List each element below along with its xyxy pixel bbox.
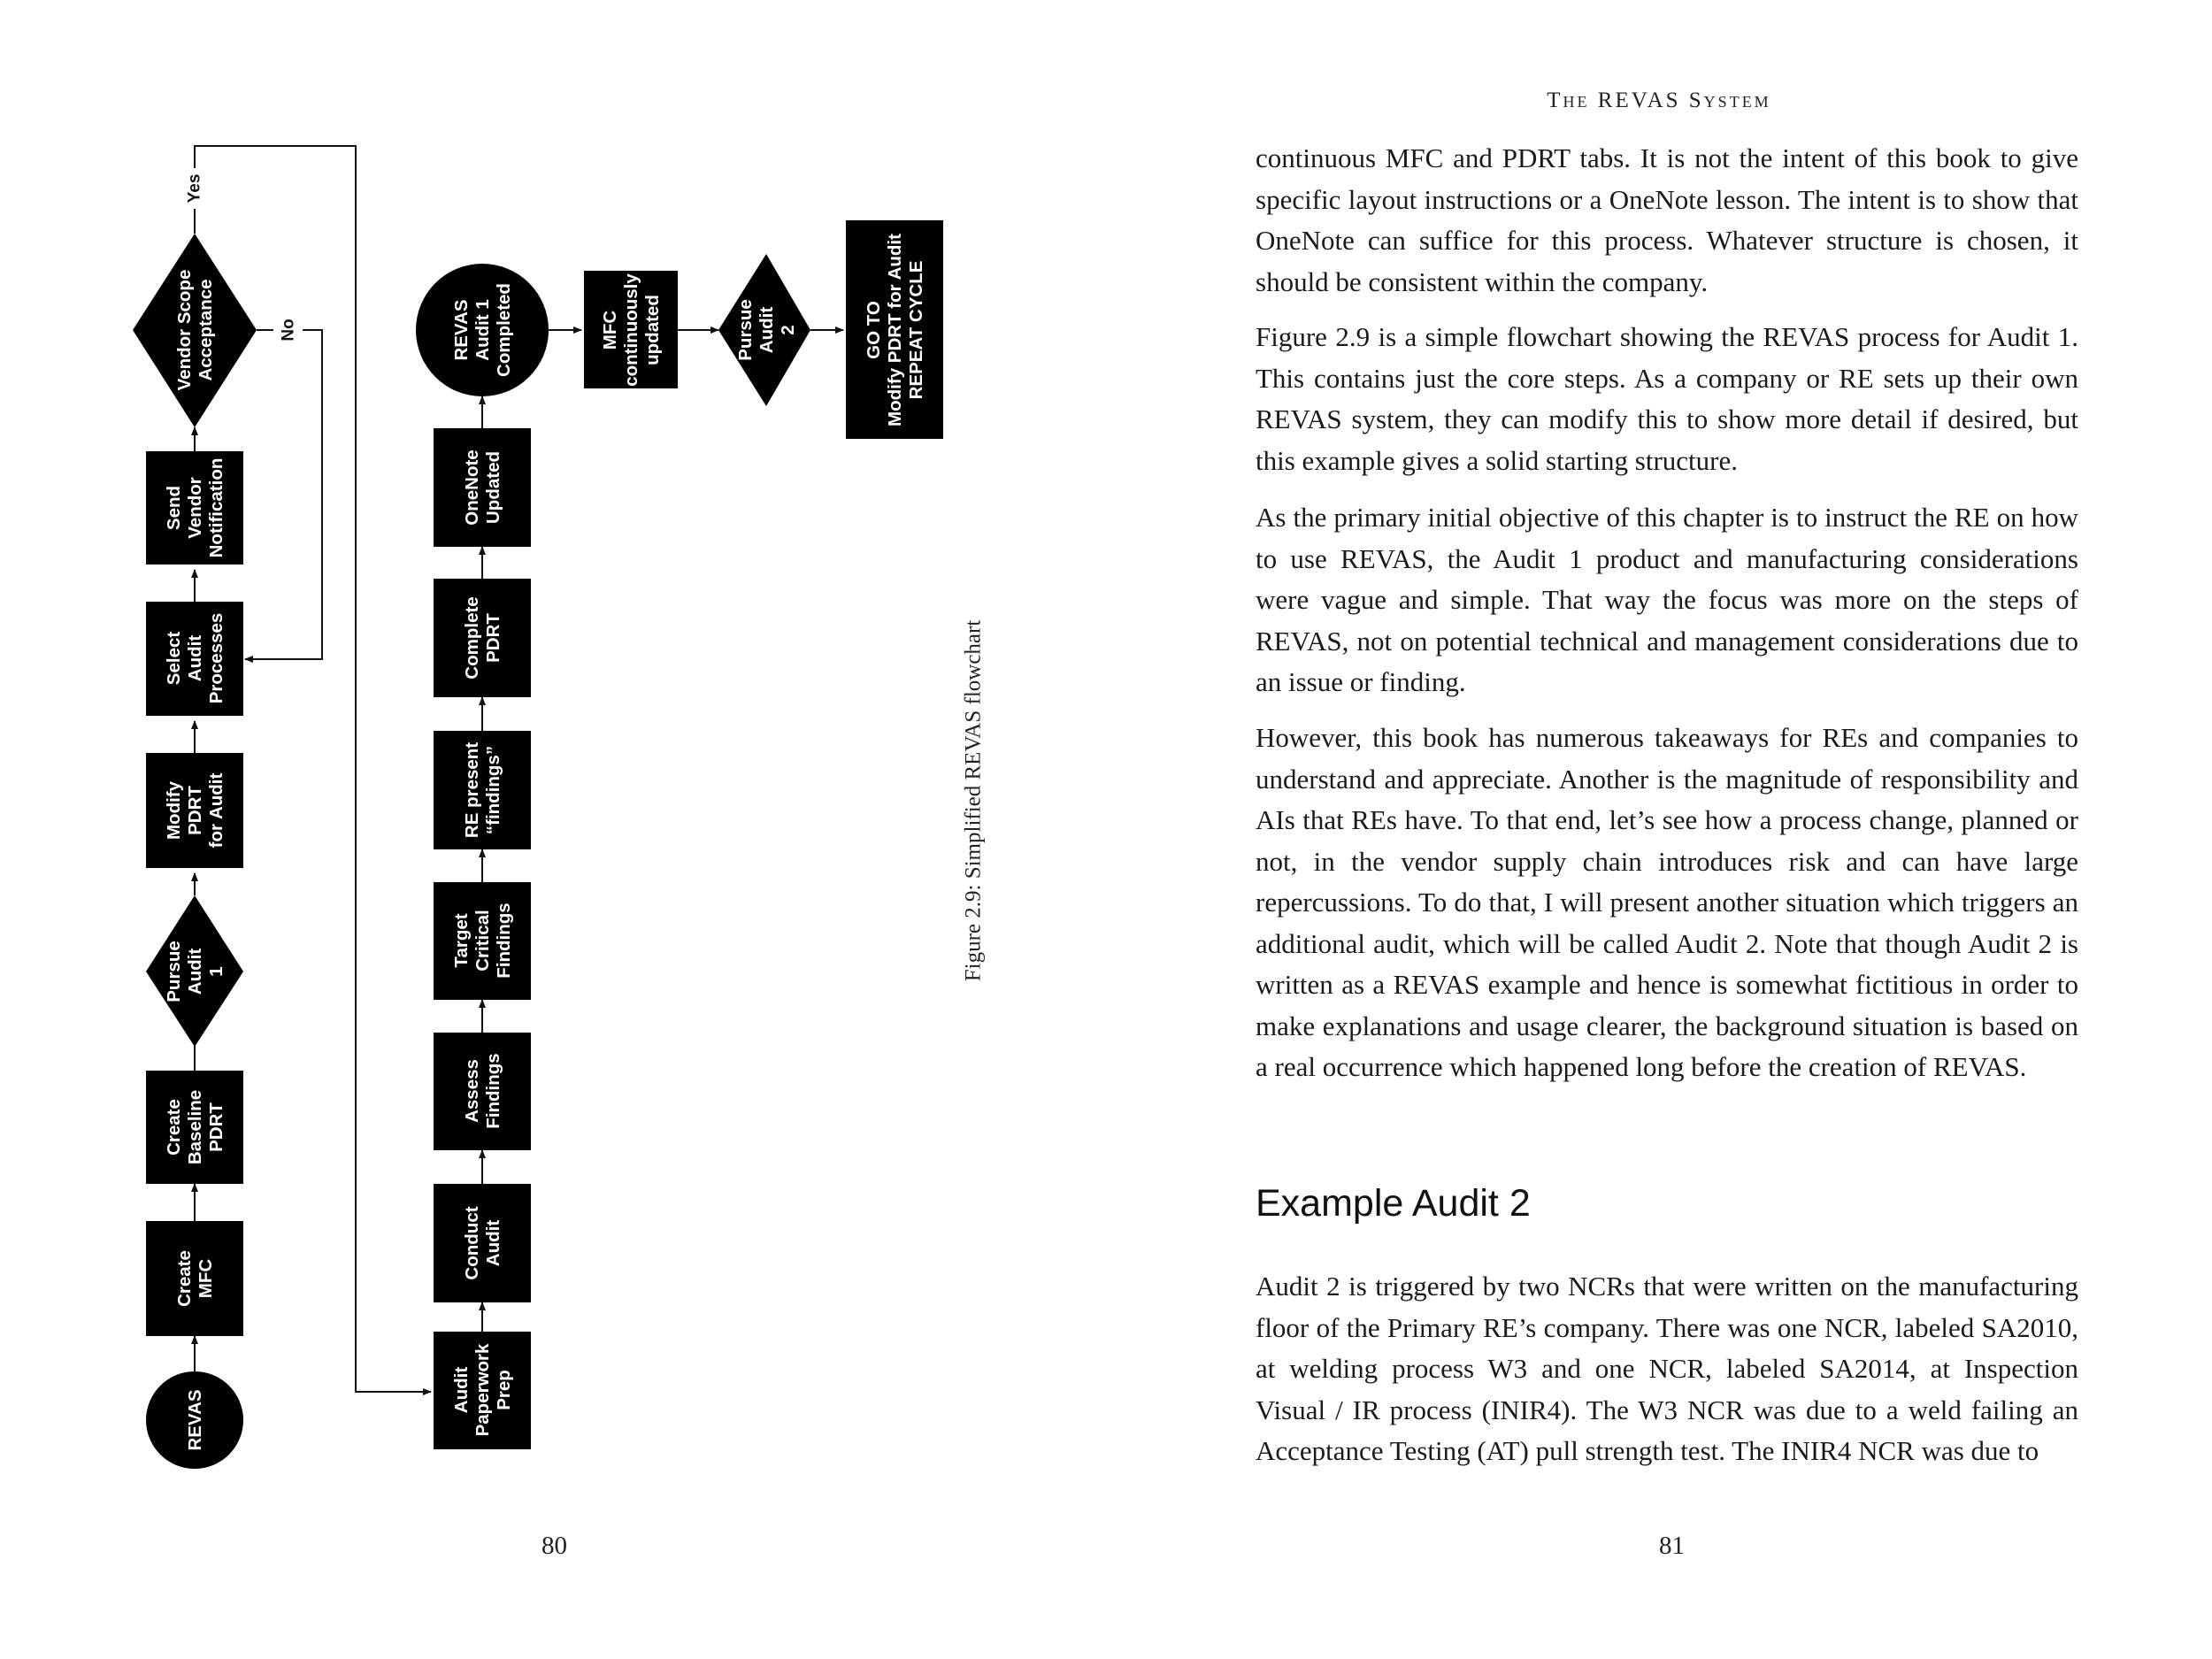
node-label-line: Audit xyxy=(483,1219,503,1267)
node-label-assess-findings xyxy=(462,1053,503,1128)
create-mfc-box xyxy=(146,1221,243,1336)
node-label-line: Create xyxy=(164,1099,184,1156)
node-label-line: Audit xyxy=(757,306,777,354)
node-label-line: Findings xyxy=(494,902,514,979)
node-label-line: GO TO xyxy=(864,301,884,359)
node-label-line: MFC xyxy=(196,1258,216,1299)
node-label-line: 1 xyxy=(206,966,227,977)
node-label-line: Audit xyxy=(185,634,205,682)
node-label-line: Select xyxy=(164,631,184,686)
body-paragraph: Audit 2 is triggered by two NCRs that were written on the manufacturing floor of the Primary RE’s company. There was one NCR, labeled SA2010, at welding process W3 and one NCR, labeled SA2014, at Inspection Visual / IR process (INIR4). The W3 NCR was due to a weld failing an Acceptance Testing (AT) pull strength test. The INIR4 NCR was due to xyxy=(1256,1271,2078,1466)
node-label-line: OneNote xyxy=(462,449,482,526)
node-label-line: updated xyxy=(642,295,663,365)
body-paragraph: Figure 2.9 is a simple flowchart showing the REVAS process for Audit 1. This contains just the core steps. As a company or RE sets up their own REVAS system, they can modify this to show more detail if desired, but this example gives a solid starting structure. xyxy=(1256,321,2078,476)
node-label-line: “findings” xyxy=(483,745,503,835)
node-label-line: Modify xyxy=(164,780,184,841)
no-label: No xyxy=(279,319,298,342)
node-label-line: Modify PDRT for Audit xyxy=(885,234,905,426)
node-label-line: Conduct xyxy=(462,1206,482,1280)
node-label-vendor-scope-acceptance xyxy=(174,270,216,391)
node-label-line: Audit 1 xyxy=(472,299,493,361)
figure-caption: Figure 2.9: Simplified REVAS flowchart xyxy=(961,619,986,982)
node-label-onenote-updated xyxy=(462,449,503,525)
node-label-line: PDRT xyxy=(185,786,205,835)
node-label-line: REVAS xyxy=(451,299,472,361)
node-label-re-present-findings xyxy=(462,742,503,838)
node-label-line: Audit xyxy=(451,1366,472,1414)
right-page xyxy=(1106,0,2212,1659)
node-label-line: Baseline xyxy=(185,1089,205,1165)
re-present-findings-box xyxy=(434,731,531,849)
node-label-line: RE present xyxy=(462,741,482,839)
page-number: 81 xyxy=(1659,1532,1685,1560)
node-label-line: MFC xyxy=(600,310,620,350)
node-label-line: Critical xyxy=(472,910,493,972)
node-label-line: Audit xyxy=(185,948,205,995)
node-label-line: Pursue xyxy=(164,941,184,1002)
node-label-line: for Audit xyxy=(206,772,227,849)
node-label-revas-start xyxy=(185,1389,205,1450)
body-paragraph: However, this book has numerous takeaways for REs and companies to understand and appreciate. Another is the magnitude of responsibility and AIs that REs have. To that end, let’s see how a process change, planned or not, in the vendor supply chain introduces risk and can have large repercussions. To do that, I will present another situation which triggers an additional audit, which will be called Audit 2. Note that though Audit 2 is written as a REVAS example and hence is somewhat fictitious in order to make explanations and usage clearer, the background situation is based on a real occurrence which happened long before the creation of REVAS. xyxy=(1256,722,2078,1082)
node-label-line: REPEAT CYCLE xyxy=(906,260,926,400)
node-label-line: Send xyxy=(164,485,184,531)
node-label-line: Complete xyxy=(462,596,482,680)
edge-no-to-select xyxy=(245,330,322,659)
body-paragraph: As the primary initial objective of this chapter is to instruct the RE on how to use REVAS, the Audit 1 product and manufacturing considerations were vague and simple. That way the focus was more on the steps of REVAS, not on potential technical and management considerations due to an issue or finding. xyxy=(1256,502,2078,697)
node-label-line: Vendor xyxy=(185,477,205,539)
node-label-line: Processes xyxy=(206,612,227,704)
node-label-line: Completed xyxy=(494,283,514,377)
node-label-target-critical-findings xyxy=(451,902,514,978)
node-label-line: Findings xyxy=(483,1053,503,1129)
node-label-line: Assess xyxy=(462,1059,482,1123)
node-label-line: 2 xyxy=(778,325,798,335)
node-label-line: REVAS xyxy=(185,1389,205,1451)
node-label-line: Notification xyxy=(206,457,227,558)
node-label-line: Vendor Scope xyxy=(174,269,195,391)
node-label-line: PDRT xyxy=(206,1102,227,1152)
node-label-line: Pursue xyxy=(735,299,756,361)
node-label-line: PDRT xyxy=(483,613,503,663)
node-label-line: Paperwork xyxy=(472,1343,493,1437)
node-label-line: Updated xyxy=(483,451,503,524)
vendor-scope-acceptance-diamond xyxy=(133,234,257,427)
complete-pdrt-box xyxy=(434,579,531,697)
section-heading: Example Audit 2 xyxy=(1256,1182,1531,1225)
yes-label: Yes xyxy=(185,173,204,204)
running-head: The REVAS System xyxy=(1547,88,1771,112)
body-paragraph: continuous MFC and PDRT tabs. It is not the intent of this book to give specific layout instructions or a OneNote lesson. The intent is to show that OneNote can suffice for this process. Whatever structure is chosen, it should be consistent within the company. xyxy=(1256,142,2078,297)
node-label-line: continuously xyxy=(621,273,641,387)
conduct-audit-box xyxy=(434,1184,531,1302)
onenote-updated-box xyxy=(434,428,531,547)
node-label-line: Create xyxy=(174,1250,195,1307)
node-label-line: Acceptance xyxy=(196,279,216,381)
node-label-line: Target xyxy=(451,913,472,968)
assess-findings-box xyxy=(434,1033,531,1150)
node-label-line: Prep xyxy=(494,1370,514,1410)
page-number: 80 xyxy=(541,1532,567,1560)
